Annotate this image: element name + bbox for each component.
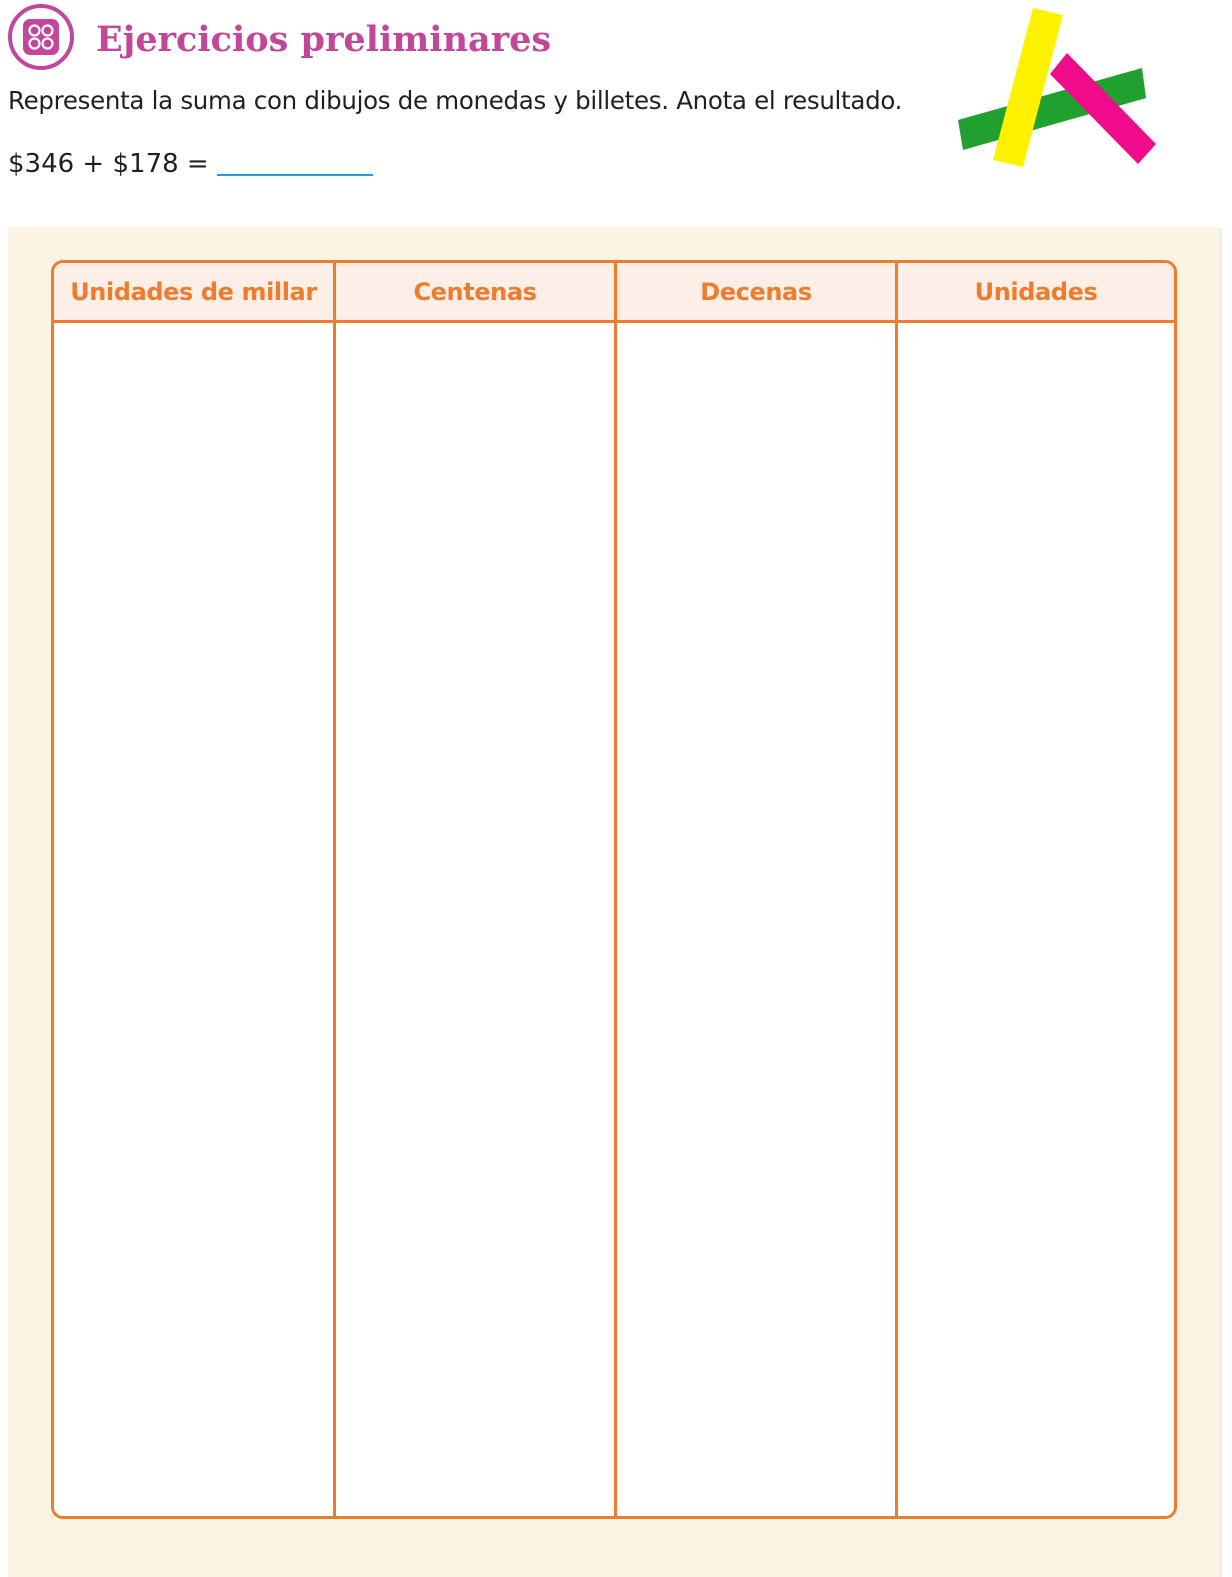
column-header: Centenas bbox=[336, 263, 614, 323]
column-decenas bbox=[614, 263, 895, 1516]
column-header: Decenas bbox=[617, 263, 895, 323]
column-unidades-de-millar bbox=[54, 263, 333, 1516]
drawing-area-unidades[interactable] bbox=[898, 323, 1174, 1516]
column-header: Unidades de millar bbox=[54, 263, 333, 323]
equation-text: $346 + $178 = bbox=[8, 149, 209, 179]
work-panel bbox=[8, 227, 1220, 1577]
drawing-area-unidades-de-millar[interactable] bbox=[54, 323, 333, 1516]
answer-blank[interactable] bbox=[217, 148, 373, 176]
equation-row bbox=[8, 146, 373, 182]
column-header: Unidades bbox=[898, 263, 1174, 323]
column-centenas bbox=[333, 263, 614, 1516]
drawing-area-decenas[interactable] bbox=[617, 323, 895, 1516]
exercise-instruction: Representa la suma con dibujos de monedas y billetes. Anota el resultado. bbox=[8, 86, 903, 115]
drawing-area-centenas[interactable] bbox=[336, 323, 614, 1516]
page-title: Ejercicios preliminares bbox=[96, 19, 552, 60]
dice-four-icon bbox=[8, 4, 74, 70]
counting-sticks-icon bbox=[950, 2, 1165, 172]
column-unidades bbox=[895, 263, 1174, 1516]
place-value-table bbox=[51, 260, 1177, 1519]
